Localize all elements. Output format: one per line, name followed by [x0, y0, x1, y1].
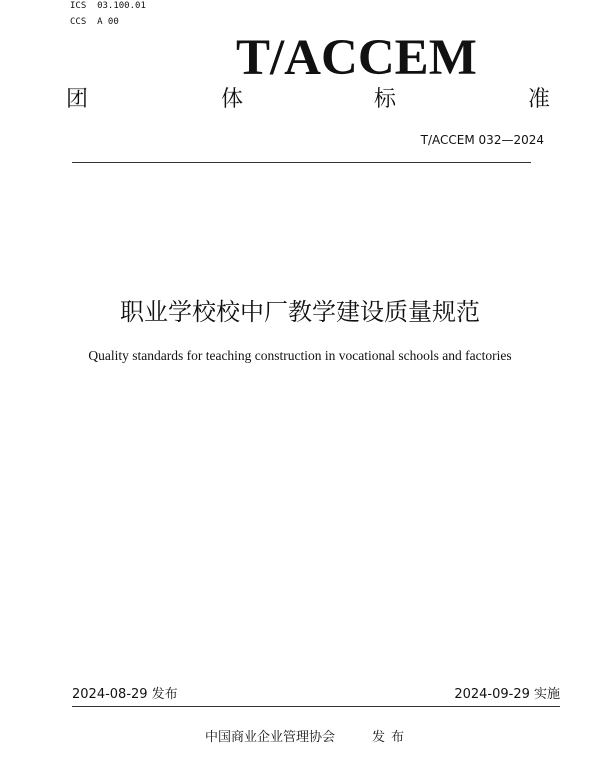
implementation-date: 2024-09-29 实施 [454, 687, 560, 702]
ccs-code: CCS A 00 [70, 17, 119, 27]
association-logo-text: T/ACCEM [236, 30, 477, 86]
standard-number: T/ACCEM 032—2024 [420, 133, 544, 147]
publish-label: 发布 [372, 730, 411, 745]
header-divider [72, 162, 531, 163]
document-title-chinese: 职业学校校中厂教学建设质量规范 [120, 298, 480, 326]
publisher-name: 中国商业企业管理协会 [205, 730, 336, 745]
document-title-english: Quality standards for teaching construction in vocational schools and factories [88, 348, 512, 363]
standard-type-char: 体 [221, 87, 244, 112]
footer-divider [72, 706, 560, 707]
standard-type-char: 标 [374, 87, 397, 112]
standard-type-char: 准 [528, 87, 551, 112]
ics-code: ICS 03.100.01 [70, 1, 146, 11]
issue-date: 2024-08-29 发布 [72, 687, 178, 702]
standard-type-char: 团 [66, 87, 89, 112]
